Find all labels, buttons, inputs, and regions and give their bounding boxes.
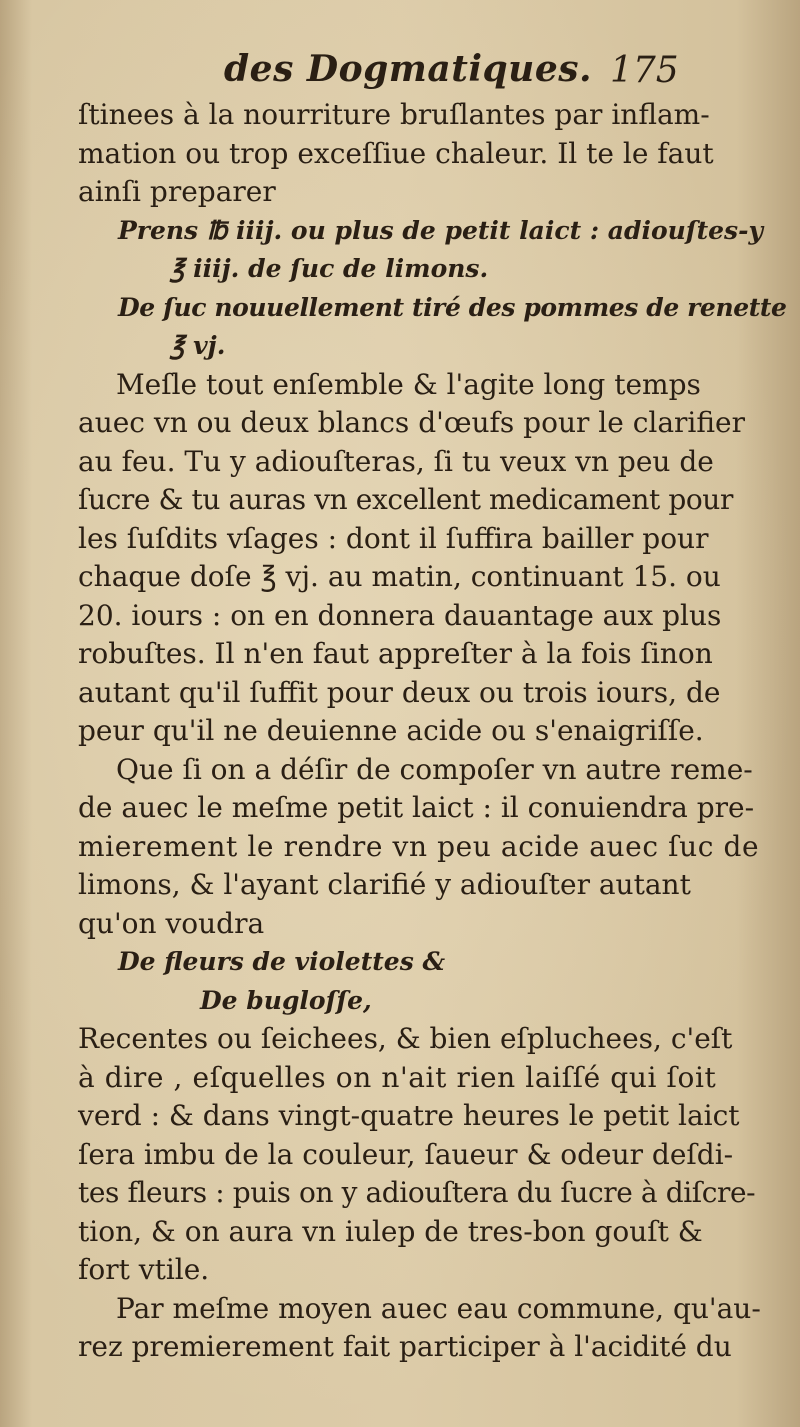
text-line: ſera imbu de la couleur, ſaueur & odeur deſdi- bbox=[78, 1137, 734, 1171]
text-line: de auec le meſme petit laict : il conuiendra pre- bbox=[78, 791, 755, 824]
text-line: ſucre & tu auras vn excellent medicament pour bbox=[78, 483, 733, 516]
text-line: chaque doſe ℥ vj. au matin, continuant 15. ou bbox=[78, 560, 721, 593]
text-line: robuſtes. Il n'en faut appreſter à la fois ſinon bbox=[78, 637, 713, 670]
body-text bbox=[0, 96, 800, 1367]
text-line: auec vn ou deux blancs d'œufs pour le clarifier bbox=[78, 406, 745, 439]
text-line: Prens ℔ iiij. ou plus de petit laict : adiouſtes-y bbox=[118, 215, 763, 245]
text-line: Que ſi on a déſir de compoſer vn autre reme- bbox=[116, 752, 753, 786]
text-line: peur qu'il ne deuienne acide ou s'enaigriſſe. bbox=[78, 714, 704, 747]
text-line: ℥ vj. bbox=[170, 331, 226, 360]
text-line: qu'on voudra bbox=[78, 906, 265, 940]
text-line: Meſle tout enſemble & l'agite long temps bbox=[116, 367, 701, 401]
text-line: mierement le rendre vn peu acide auec ſuc de bbox=[78, 829, 760, 863]
text-line: De ſuc nouuellement tiré des pommes de renette bbox=[118, 292, 787, 322]
text-line: les ſuſdits vſages : dont il ſuffira bailler pour bbox=[78, 521, 709, 555]
text-line: Par meſme moyen auec eau commune, qu'au- bbox=[116, 1291, 761, 1325]
page-header bbox=[0, 40, 800, 100]
text-line: tes fleurs : puis on y adiouſtera du ſucre à diſcre- bbox=[78, 1176, 756, 1209]
text-line: verd : & dans vingt-quatre heures le petit laict bbox=[78, 1099, 740, 1132]
text-line: ainſi preparer bbox=[78, 175, 276, 208]
text-line: mation ou trop exceſſiue chaleur. Il te le faut bbox=[78, 136, 714, 170]
text-line: fort vtile. bbox=[78, 1253, 210, 1286]
text-line: limons, & l'ayant clarifié y adiouſter autant bbox=[78, 868, 691, 901]
text-line: De bugloſſe, bbox=[200, 985, 372, 1015]
text-line: Recentes ou ſeichees, & bien eſpluchees, c'eſt bbox=[78, 1022, 733, 1055]
text-line: autant qu'il ſuffit pour deux ou trois iours, de bbox=[78, 675, 721, 709]
text-line: au feu. Tu y adiouſteras, ſi tu veux vn peu de bbox=[78, 444, 714, 478]
text-line: rez premierement fait participer à l'acidité du bbox=[78, 1330, 732, 1363]
text-line: ſtinees à la nourriture bruſlantes par inflam- bbox=[78, 98, 710, 131]
text-line: tion, & on aura vn iulep de tres-bon gouſt & bbox=[78, 1214, 703, 1248]
text-line: 20. iours : on en donnera dauantage aux plus bbox=[78, 598, 722, 632]
text-line: De fleurs de violettes & bbox=[118, 947, 446, 976]
page-number: 175 bbox=[610, 50, 679, 91]
text-line: à dire , eſquelles on n'ait rien laiſſé qui ſoit bbox=[78, 1060, 717, 1094]
text-line: ℥ iiij. de ſuc de limons. bbox=[170, 254, 489, 283]
running-head: des Dogmatiques. bbox=[224, 48, 593, 90]
